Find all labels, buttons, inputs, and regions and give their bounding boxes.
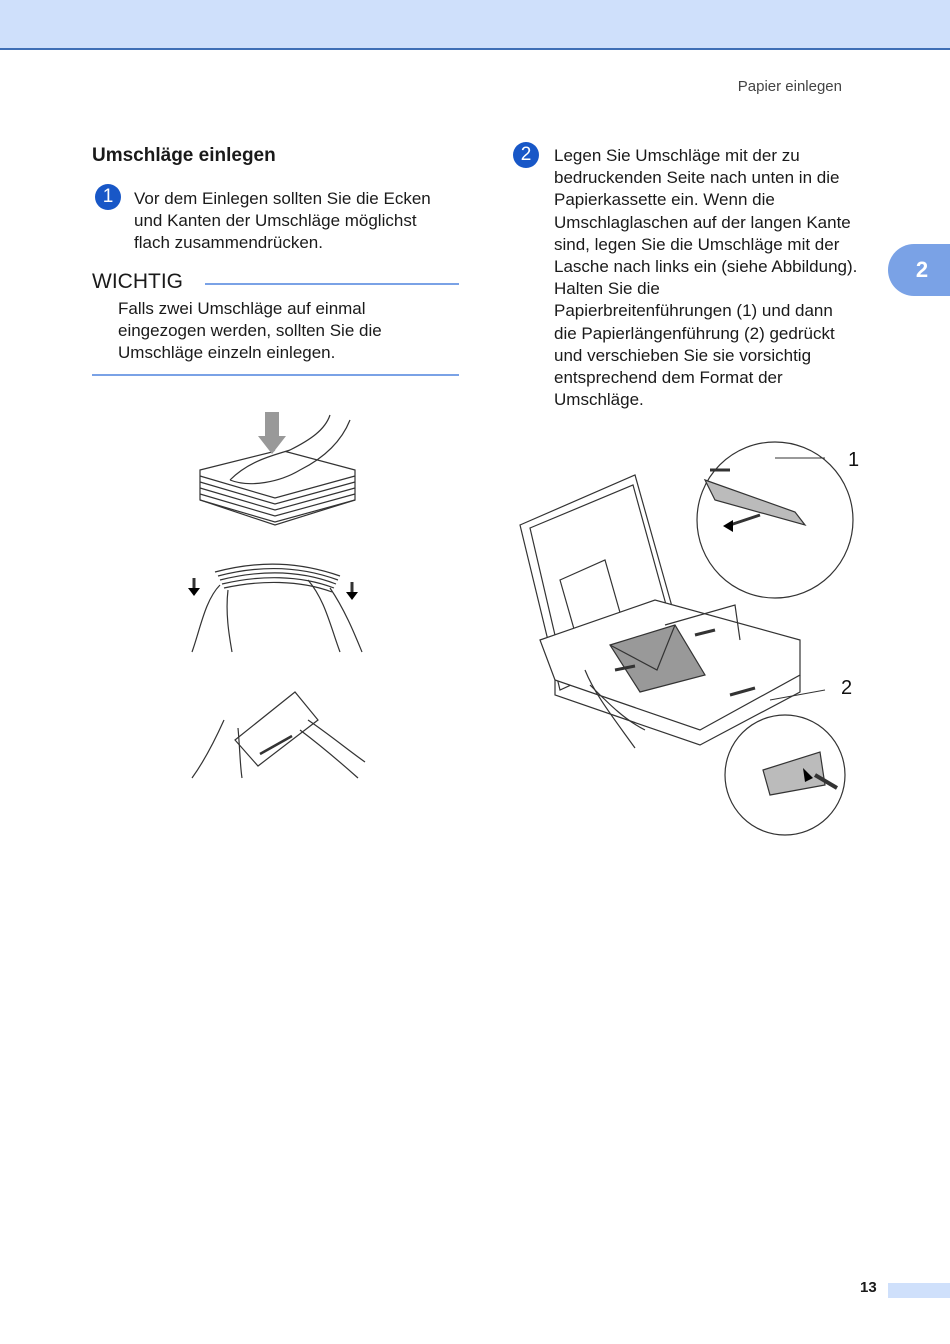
paper-tray-illustration [515, 430, 865, 850]
text-line: Lasche nach links ein (siehe Abbildung). [554, 257, 858, 277]
text-line: Falls zwei Umschläge auf einmal [118, 299, 366, 318]
bend-envelope-figure [188, 564, 362, 652]
text-line: Papierbreitenführungen (1) und dann [554, 301, 833, 321]
running-title: Papier einlegen [737, 78, 842, 95]
chapter-tab: 2 [888, 244, 950, 296]
envelope-handling-illustration [180, 400, 380, 800]
callout-2: 2 [841, 677, 853, 699]
text-line: Umschläge. [554, 390, 644, 410]
text-line: Umschlaglaschen auf der langen Kante [554, 212, 851, 232]
text-line: die Papierlängenführung (2) gedrückt [554, 323, 835, 343]
text-line: Papierkassette ein. Wenn die [554, 190, 775, 210]
envelope-stack-figure [200, 412, 355, 525]
text-line: Umschläge einzeln einlegen. [118, 343, 336, 363]
header-band [0, 0, 950, 50]
page-number-bar [888, 1283, 950, 1298]
detail-circle-width-guide [697, 442, 853, 598]
step-2-badge: 2 [513, 142, 539, 168]
important-text [118, 298, 382, 365]
press-corners-figure [192, 692, 365, 778]
text-line: Halten Sie die [554, 279, 660, 299]
step-1-badge: 1 [95, 184, 121, 210]
text-line: entsprechend dem Format der [554, 368, 783, 388]
text-line: eingezogen werden, sollten Sie die [118, 321, 382, 341]
callout-1: 1 [848, 449, 860, 471]
text-line: flach zusammendrücken. [134, 233, 323, 253]
page-number: 13 [860, 1279, 877, 1296]
important-rule-top [205, 283, 459, 285]
important-rule-bottom [92, 374, 459, 376]
text-line: sind, legen Sie die Umschläge mit der [554, 234, 840, 254]
text-line: bedruckenden Seite nach unten in die [554, 168, 840, 188]
text-line: Legen Sie Umschläge mit der zu [554, 146, 800, 165]
section-title: Umschläge einlegen [92, 145, 276, 166]
step-1-text [134, 188, 431, 255]
text-line: und Kanten der Umschläge möglichst [134, 211, 417, 231]
step-2-text [554, 145, 857, 411]
text-line: Vor dem Einlegen sollten Sie die Ecken [134, 189, 431, 208]
important-title: WICHTIG [92, 270, 183, 293]
text-line: und verschieben Sie sie vorsichtig [554, 345, 812, 365]
